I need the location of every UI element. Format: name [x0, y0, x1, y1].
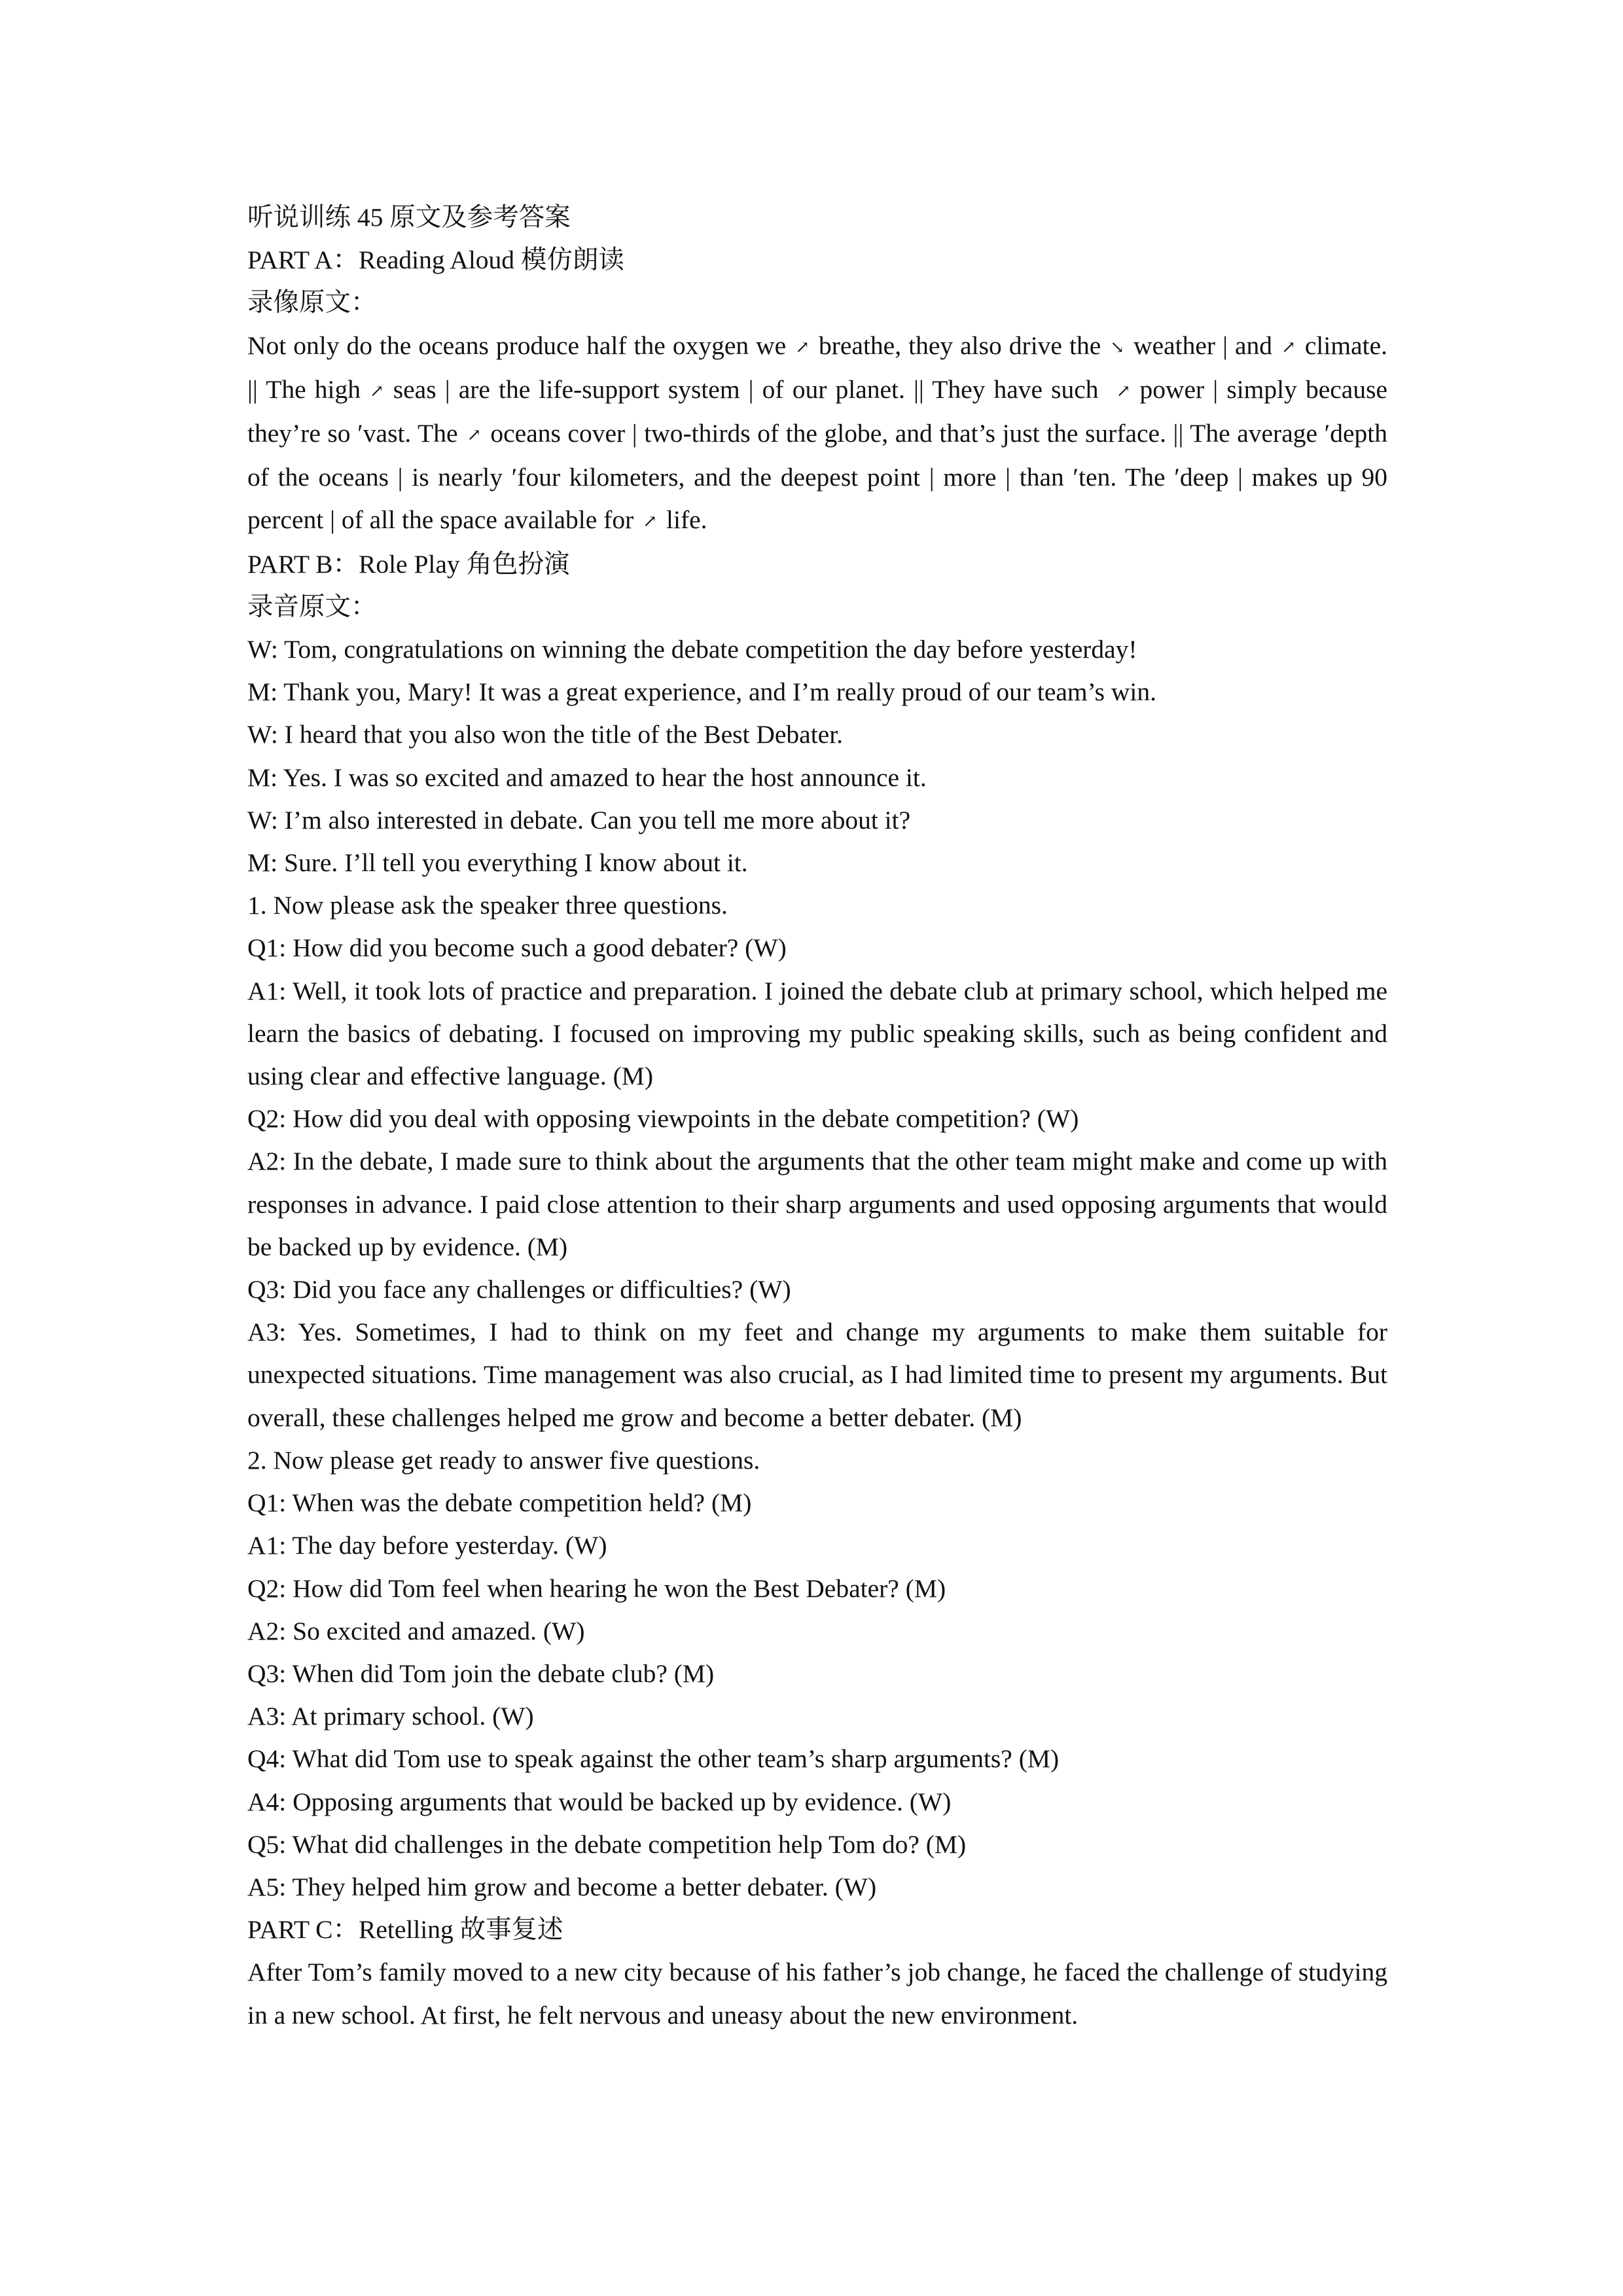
task1-instruction: 1. Now please ask the speaker three questions.	[247, 891, 728, 920]
document-title: 听说训练 45 原文及参考答案	[247, 203, 571, 232]
dialogue-line: W: Tom, congratulations on winning the debate competition the day before yesterday!	[247, 635, 1137, 664]
rising-tone-icon: ↗	[467, 425, 482, 445]
task2-answer: A1: The day before yesterday. (W)	[247, 1531, 607, 1560]
task2-question: Q4: What did Tom use to speak against the other team’s sharp arguments? (M)	[247, 1744, 1060, 1774]
rising-tone-icon: ↗	[369, 381, 384, 401]
dialogue-line: W: I heard that you also won the title of the Best Debater.	[247, 720, 844, 749]
passage-segment: climate. || The high	[247, 331, 1387, 404]
passage-segment: life.	[666, 505, 707, 535]
task2-question: Q3: When did Tom join the debate club? (M)	[247, 1659, 715, 1688]
task1-answer: A2: In the debate, I made sure to think about the arguments that the other team might make and come up with responses in advance. I paid close attention to their sharp arguments and used opposing arguments that would be backed up by evidence. (M)	[247, 1147, 1387, 1261]
task2-answer: A2: So excited and amazed. (W)	[247, 1616, 585, 1645]
passage-segment: breathe, they also drive the	[818, 331, 1101, 360]
dialogue-line: W: I’m also interested in debate. Can you tell me more about it?	[247, 805, 911, 834]
dialogue-line: M: Thank you, Mary! It was a great experience, and I’m really proud of our team’s win.	[247, 677, 1156, 707]
dialogue-line: M: Yes. I was so excited and amazed to hear the host announce it.	[247, 762, 927, 792]
task1-answer: A3: Yes. Sometimes, I had to think on my feet and change my arguments to make them suitable for unexpected situations. Time management was also crucial, as I had limited time to present my arguments. But overall, these challenges helped me grow and become a better debater. (M)	[247, 1318, 1387, 1432]
rising-tone-icon: ↗	[643, 512, 658, 531]
task2-answer: A4: Opposing arguments that would be backed up by evidence. (W)	[247, 1787, 952, 1816]
task1-question: Q3: Did you face any challenges or difficulties? (W)	[247, 1275, 791, 1304]
task2-question: Q5: What did challenges in the debate competition help Tom do? (M)	[247, 1829, 967, 1859]
passage-segment: power | simply because they’re so ′vast. The	[247, 374, 1387, 448]
passage-segment: oceans cover | two-thirds of the globe, and that’s just the surface. || The average ′depth of the oceans | is nearly ′four kilometers, and the deepest point | more | than ′ten. The ′deep | makes up 90 percent | of all the space available for	[247, 419, 1387, 535]
part-c-text: After Tom’s family moved to a new city because of his father’s job change, he faced the challenge of studying in a new school. At first, he felt nervous and uneasy about the new environment.	[247, 1958, 1387, 2030]
part-c-heading: PART C：Retelling 故事复述	[247, 1915, 563, 1945]
document-page	[247, 196, 1387, 2037]
part-b-heading: PART B：Role Play 角色扮演	[247, 549, 570, 579]
dialogue-line: M: Sure. I’ll tell you everything I know about it.	[247, 848, 748, 878]
task1-answer: A1: Well, it took lots of practice and preparation. I joined the debate club at primary school, which helped me learn the basics of debating. I focused on improving my public speaking skills, such as being confident and using clear and effective language. (M)	[247, 976, 1387, 1091]
falling-tone-icon: ↘	[1110, 337, 1125, 357]
part-b-source-label: 录音原文：	[247, 592, 377, 621]
rising-tone-icon: ↗	[1281, 337, 1296, 357]
rising-tone-icon: ↗	[795, 337, 810, 357]
task2-answer: A5: They helped him grow and become a better debater. (W)	[247, 1872, 877, 1901]
task2-question: Q2: How did Tom feel when hearing he won the Best Debater? (M)	[247, 1573, 946, 1603]
task1-question: Q2: How did you deal with opposing viewpoints in the debate competition? (W)	[247, 1104, 1079, 1134]
part-a-heading: PART A：Reading Aloud 模仿朗读	[247, 245, 624, 275]
passage-segment: Not only do the oceans produce half the oxygen we	[247, 331, 787, 360]
passage-segment: weather | and	[1133, 331, 1273, 360]
rising-tone-icon: ↗	[1116, 381, 1131, 401]
task1-question: Q1: How did you become such a good debater? (W)	[247, 933, 787, 963]
task2-question: Q1: When was the debate competition held? (M)	[247, 1488, 752, 1518]
task2-instruction: 2. Now please get ready to answer five questions.	[247, 1445, 760, 1475]
task2-answer: A3: At primary school. (W)	[247, 1702, 534, 1731]
passage-segment: seas | are the life-support system | of our planet. || They have such	[393, 374, 1099, 404]
part-a-passage	[247, 325, 1387, 543]
part-a-source-label: 录像原文：	[247, 288, 377, 317]
